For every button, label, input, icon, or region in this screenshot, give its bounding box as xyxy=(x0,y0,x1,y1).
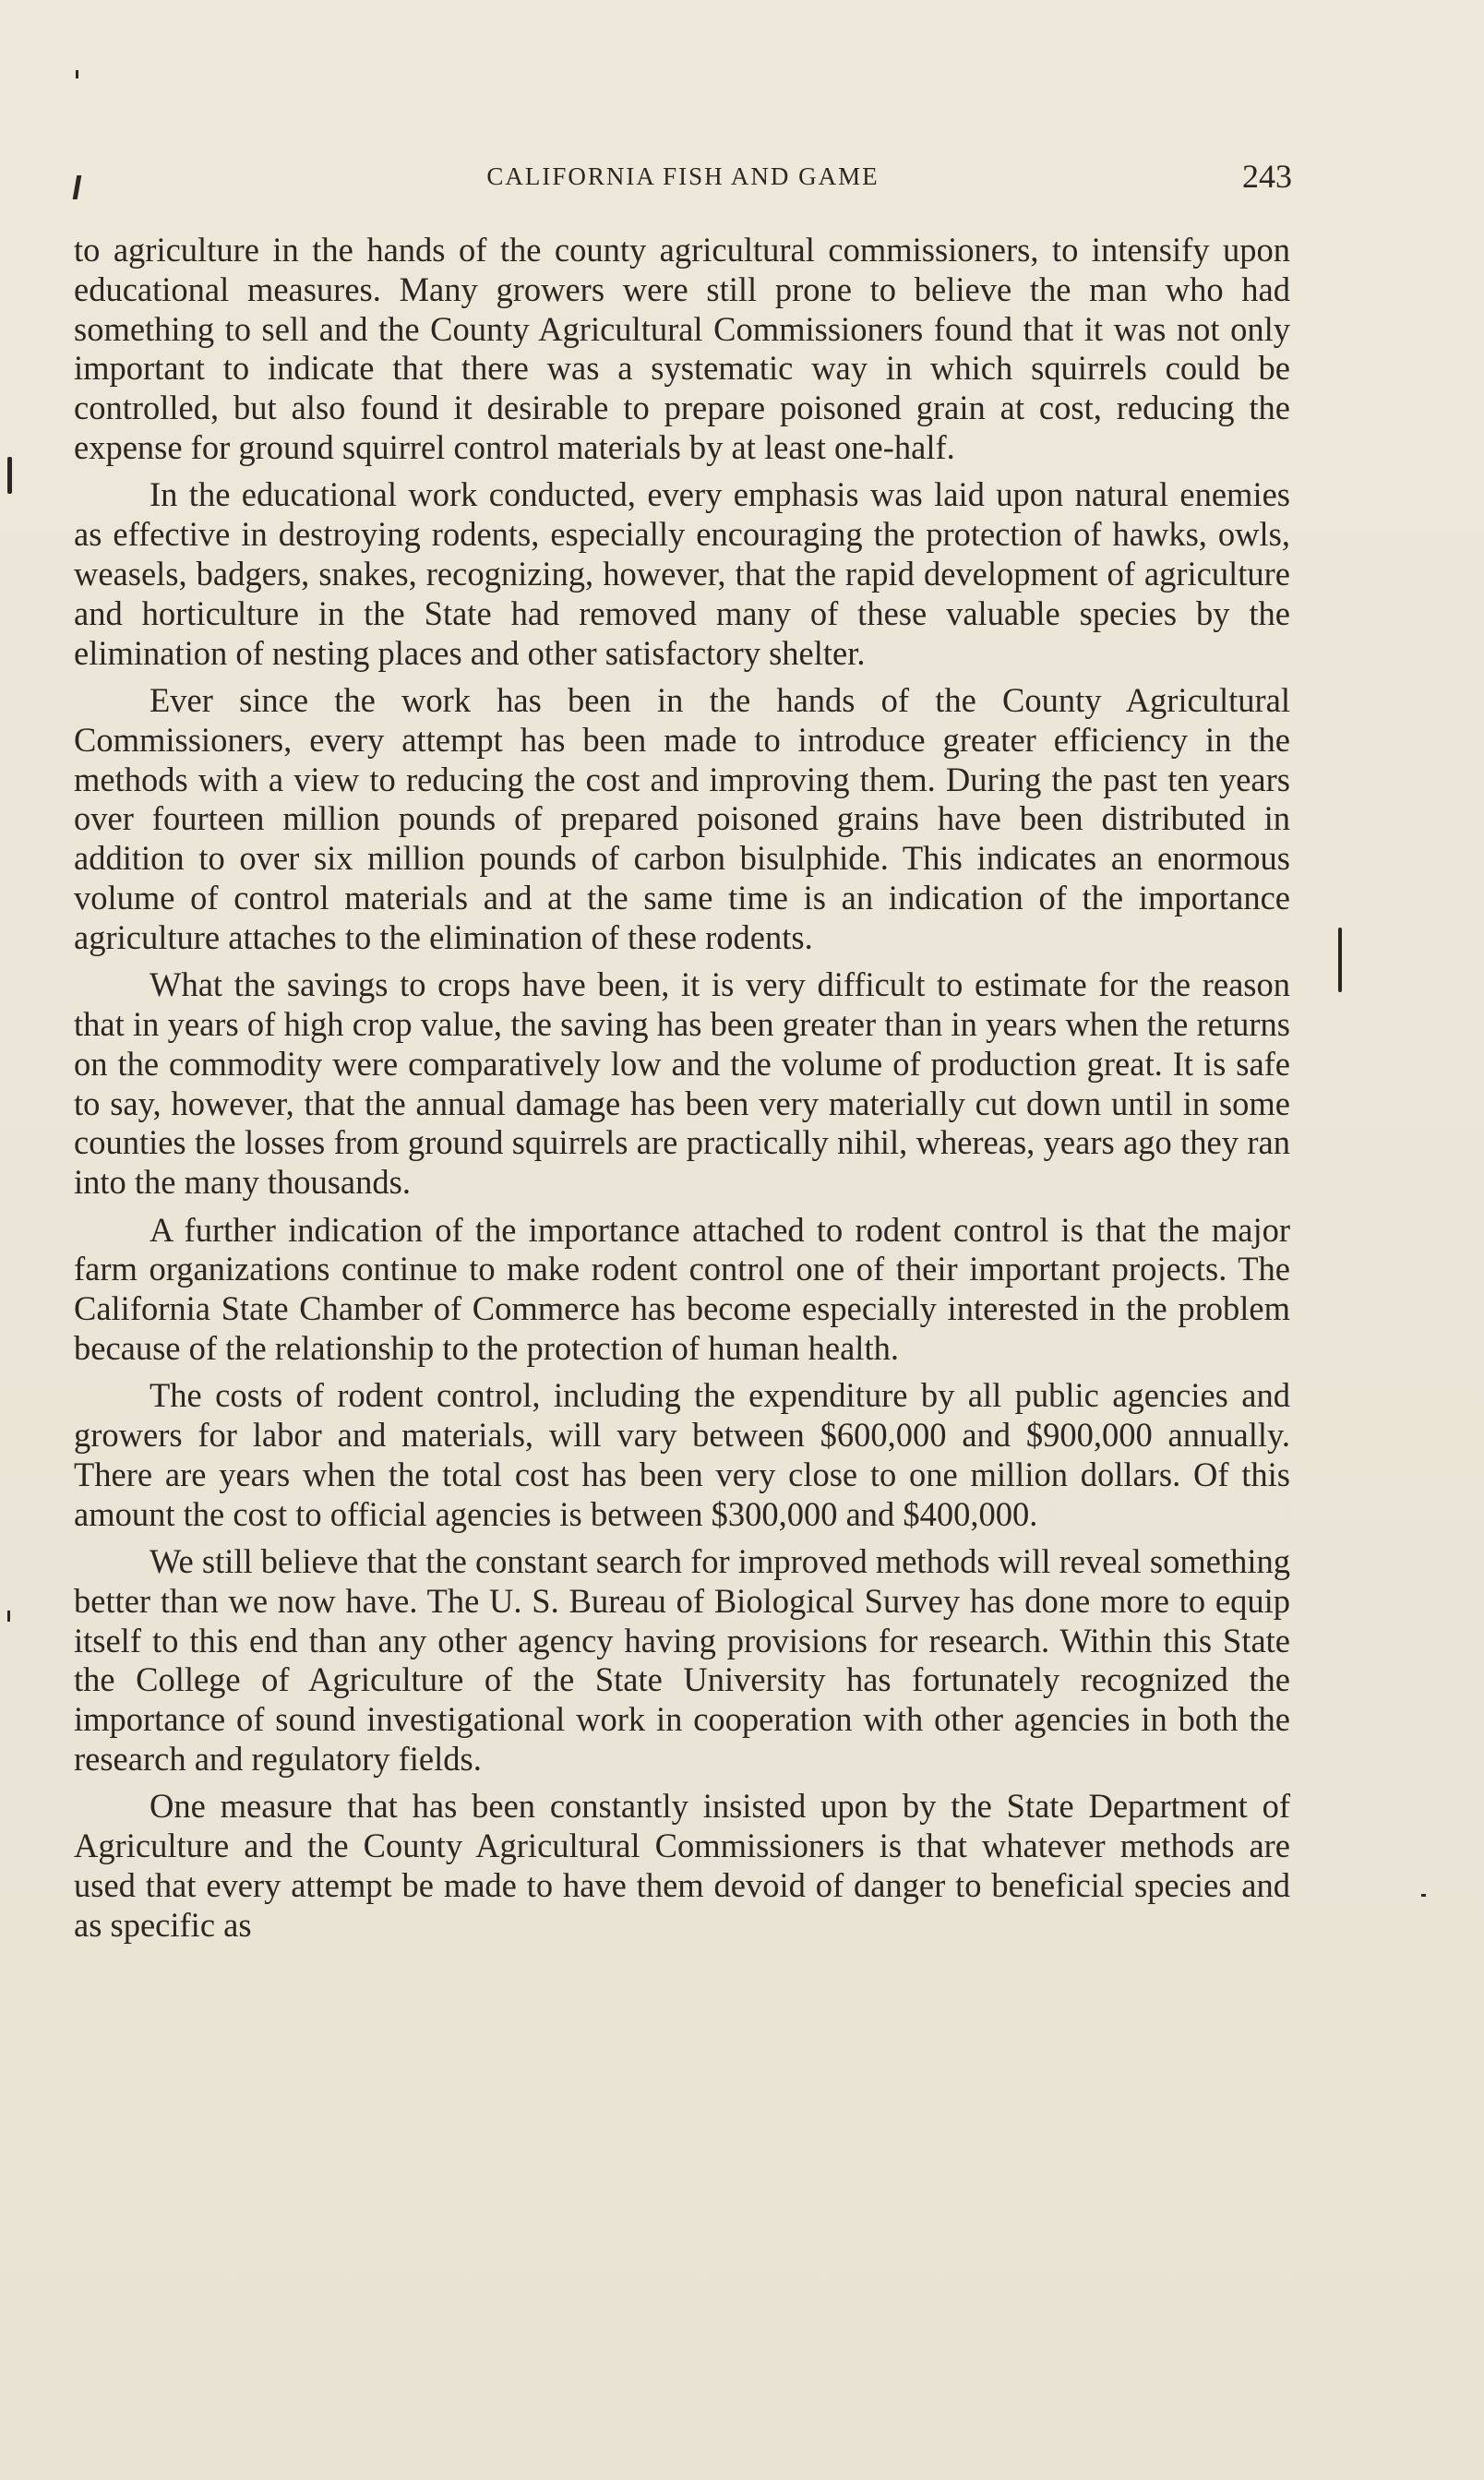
page-number: 243 xyxy=(1242,158,1292,195)
margin-mark xyxy=(7,1611,10,1622)
margin-mark xyxy=(1421,1894,1426,1897)
margin-mark xyxy=(1338,928,1342,992)
paragraph: We still believe that the constant search for improved methods will reveal something better than we now have. The U. S. Bureau of Biological Survey has done more to equip itself to this end than any other agency having provisions for research. Within this State the College of Agriculture of the State University has fortunately recognized the importance of sound investigational work in cooperation with other agencies in both the research and regulatory fields. xyxy=(74,1542,1290,1779)
journal-title: CALIFORNIA FISH AND GAME xyxy=(486,162,880,190)
running-header xyxy=(74,157,1292,203)
margin-mark xyxy=(7,457,12,494)
paragraph: In the educational work conducted, every emphasis was laid upon natural enemies as effective in destroying rodents, especially encouraging the protection of hawks, owls, weasels, badgers, snakes, recognizing, however, that the rapid development of agriculture and horticulture in the State had removed many of these valuable species by the elimination of nesting places and other satisfactory shelter. xyxy=(74,475,1290,672)
paragraph: The costs of rodent control, including the expenditure by all public agencies and growers for labor and materials, will vary between $600,000 and $900,000 annually. There are years when the total cost has been very close to one million dollars. Of this amount the cost to official agencies is between $300,000 and $400,000. xyxy=(74,1376,1290,1533)
paragraph: A further indication of the importance attached to rodent control is that the major farm organizations continue to make rodent control one of their important projects. The California State Chamber of Commerce has become especially interested in the problem because of the relationship to the protection of human health. xyxy=(74,1210,1290,1367)
paragraph: Ever since the work has been in the hands of the County Agricultural Commissioners, every attempt has been made to introduce greater efficiency in the methods with a view to reducing the cost and improving them. During the past ten years over fourteen million pounds of prepared poisoned grains have been distributed in addition to over six million pounds of carbon bisulphide. This indicates an enormous volume of control materials and at the same time is an indication of the importance agriculture attaches to the elimination of these rodents. xyxy=(74,680,1290,956)
paragraph: to agriculture in the hands of the county agricultural commissioners, to intensify upon educational measures. Many growers were still prone to believe the man who had something to sell and the County Agricultural Commissioners found that it was not only important to indicate that there was a systematic way in which squirrels could be controlled, but also found it desirable to prepare poisoned grain at cost, reducing the expense for ground squirrel control materials by at least one-half. xyxy=(74,231,1290,466)
margin-mark xyxy=(76,70,78,78)
paragraph: One measure that has been constantly insisted upon by the State Department of Agriculture and the County Agricultural Commissioners is that whatever methods are used that every attempt be made to have them devoid of danger to beneficial species and as specific as xyxy=(74,1787,1290,1944)
article-body xyxy=(74,231,1290,1953)
paragraph: What the savings to crops have been, it is very difficult to estimate for the reason that in years of high crop value, the saving has been greater than in years when the returns on the commodity were comparatively low and the volume of production great. It is safe to say, however, that the annual damage has been very materially cut down until in some counties the losses from ground squirrels are practically nihil, whereas, years ago they ran into the many thousands. xyxy=(74,965,1290,1202)
